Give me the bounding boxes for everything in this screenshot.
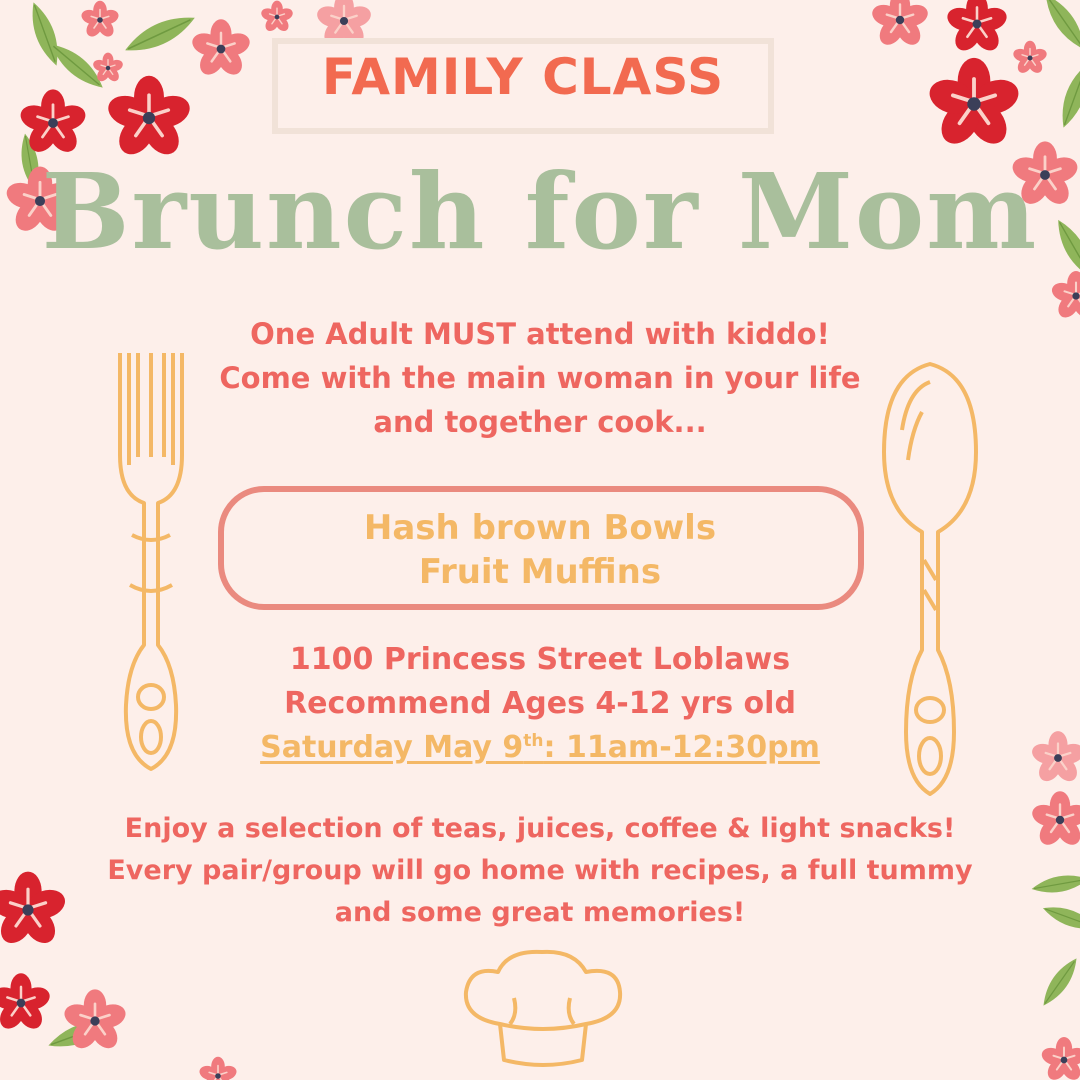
leaf-icon: [1050, 58, 1080, 133]
header-label: FAMILY CLASS: [321, 48, 725, 106]
event-date-suffix: th: [523, 731, 544, 751]
event-date: Saturday May 9: [260, 730, 524, 765]
flower-icon: [870, 0, 930, 50]
event-location: 1100 Princess Street Loblaws: [289, 642, 791, 677]
intro-line: One Adult MUST attend with kiddo!: [250, 317, 830, 351]
footer-line: Enjoy a selection of teas, juices, coffee & light snacks!: [124, 813, 956, 844]
flower-icon: [926, 56, 1022, 152]
flower-icon: [190, 18, 252, 80]
intro-line: Come with the main woman in your life: [219, 361, 861, 395]
flower-icon: [198, 1056, 238, 1080]
page-title: Brunch for Mom: [41, 150, 1039, 273]
event-time: : 11am-12:30pm: [543, 730, 820, 765]
flower-icon: [62, 988, 128, 1054]
footer-line: Every pair/group will go home with recipes, a full tummy: [107, 855, 973, 886]
flower-icon: [105, 74, 193, 162]
flower-icon: [945, 0, 1009, 56]
flower-icon: [1040, 1036, 1080, 1080]
footer-text: [0, 808, 1080, 934]
flower-icon: [18, 88, 88, 158]
flower-icon: [0, 972, 52, 1034]
chef-hat-icon: [458, 948, 628, 1072]
event-details: [0, 638, 1080, 770]
menu-list: [0, 506, 1080, 594]
leaf-icon: [1033, 951, 1080, 1014]
event-datetime: [0, 726, 1080, 770]
flower-icon: [80, 0, 120, 40]
intro-line: and together cook...: [373, 405, 707, 439]
intro-text: [0, 312, 1080, 444]
footer-line: and some great memories!: [334, 897, 746, 928]
event-ages: Recommend Ages 4-12 yrs old: [284, 686, 796, 721]
menu-item: Fruit Muffins: [418, 552, 662, 592]
flower-icon: [260, 0, 294, 34]
menu-item: Hash brown Bowls: [363, 508, 717, 548]
